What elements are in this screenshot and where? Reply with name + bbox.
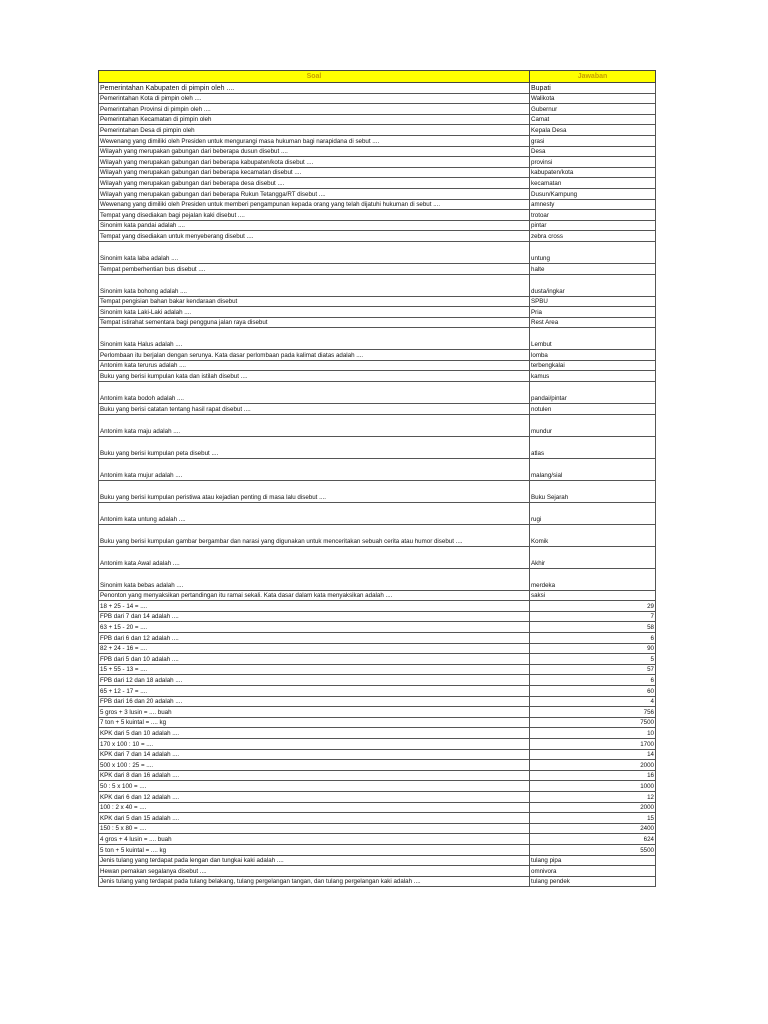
table-row (99, 146, 656, 157)
header-jawaban[interactable]: Jawaban (530, 71, 656, 83)
question-cell[interactable]: Antonim kata terurus adalah .... (99, 360, 530, 371)
question-cell[interactable]: Sinonim kata bohong adalah .... (99, 274, 530, 296)
answer-cell[interactable]: kamus (530, 371, 656, 382)
table-row (99, 480, 656, 502)
table-row (99, 241, 656, 263)
table-row (99, 307, 656, 318)
answer-cell[interactable]: notulen (530, 404, 656, 415)
question-cell[interactable]: 500 x 100 : 25 = .... (99, 760, 530, 771)
question-cell[interactable]: Pemerintahan Kota di pimpin oleh .... (99, 93, 530, 104)
answer-cell[interactable]: 29 (530, 601, 656, 612)
table-row (99, 125, 656, 136)
table-row (99, 104, 656, 115)
answer-cell[interactable]: rugi (530, 502, 656, 524)
table-row (99, 220, 656, 231)
table-row (99, 371, 656, 382)
table-row (99, 823, 656, 834)
question-cell[interactable]: 4 gros + 4 lusin = .... buah (99, 834, 530, 845)
table-row (99, 404, 656, 415)
question-cell[interactable]: 5 ton + 5 kuintal = .... kg (99, 844, 530, 855)
question-cell[interactable]: Buku yang berisi kumpulan gambar bergambar dan narasi yang digunakan untuk menceritakan sebuah cerita atau humor disebut .... (99, 524, 530, 546)
question-cell[interactable]: Wilayah yang merupakan gabungan dari beberapa dusun disebut .... (99, 146, 530, 157)
table-row (99, 414, 656, 436)
answer-cell[interactable]: 1000 (530, 781, 656, 792)
answer-cell[interactable]: Gubernur (530, 104, 656, 115)
table-row (99, 199, 656, 210)
answer-cell[interactable]: Rest Area (530, 317, 656, 328)
answer-cell[interactable]: halte (530, 263, 656, 274)
answer-cell[interactable]: provinsi (530, 157, 656, 168)
table-row (99, 458, 656, 480)
table-row (99, 813, 656, 824)
table-row (99, 114, 656, 125)
answer-cell[interactable]: amnesty (530, 199, 656, 210)
answer-cell[interactable]: tulang pendek (530, 876, 656, 887)
question-cell[interactable]: Penonton yang menyaksikan pertandingan itu ramai sekali. Kata dasar dalam kata menyaksikan adalah .... (99, 590, 530, 601)
table-row (99, 135, 656, 146)
table-row (99, 876, 656, 887)
question-cell[interactable]: KPK dari 5 dan 10 adalah .... (99, 728, 530, 739)
table-row (99, 317, 656, 328)
question-cell[interactable]: 170 x 100 : 10 = .... (99, 738, 530, 749)
question-cell[interactable]: Sinonim kata Laki-Laki adalah .... (99, 307, 530, 318)
answer-cell[interactable]: 58 (530, 622, 656, 633)
table-row (99, 664, 656, 675)
answer-cell[interactable]: Lembut (530, 328, 656, 350)
question-cell[interactable]: Buku yang berisi catatan tentang hasil rapat disebut .... (99, 404, 530, 415)
answer-cell[interactable]: lomba (530, 350, 656, 361)
answer-cell[interactable]: terbengkalai (530, 360, 656, 371)
table-row (99, 601, 656, 612)
table-row (99, 654, 656, 665)
table-row (99, 546, 656, 568)
table-row (99, 791, 656, 802)
question-cell[interactable]: Pemerintahan Desa di pimpin oleh (99, 125, 530, 136)
answer-cell[interactable]: 16 (530, 770, 656, 781)
answer-cell[interactable]: 6 (530, 633, 656, 644)
answer-cell[interactable]: omnivora (530, 866, 656, 877)
question-cell[interactable]: Buku yang berisi kumpulan peristiwa atau kejadian penting di masa lalu disebut .... (99, 480, 530, 502)
answer-cell[interactable]: SPBU (530, 296, 656, 307)
question-cell[interactable]: Tempat yang disediakan bagi pejalan kaki disebut .... (99, 210, 530, 221)
table-row (99, 274, 656, 296)
table-row (99, 686, 656, 697)
question-cell[interactable]: Wilayah yang merupakan gabungan dari beberapa kabupaten/kota disebut .... (99, 157, 530, 168)
table-row (99, 210, 656, 221)
answer-cell[interactable]: 5 (530, 654, 656, 665)
header-row (99, 71, 656, 83)
question-cell[interactable]: Jenis tulang yang terdapat pada tulang belakang, tulang pergelangan tangan, dan tulang pergelangan kaki adalah .... (99, 876, 530, 887)
answer-cell[interactable]: saksi (530, 590, 656, 601)
question-cell[interactable]: Sinonim kata laba adalah .... (99, 241, 530, 263)
table-row (99, 328, 656, 350)
table-row (99, 188, 656, 199)
answer-cell[interactable]: 2400 (530, 823, 656, 834)
answer-cell[interactable]: Desa (530, 146, 656, 157)
table-row (99, 738, 656, 749)
question-cell[interactable]: Antonim kata bodoh adalah .... (99, 382, 530, 404)
question-cell[interactable]: FPB dari 6 dan 12 adalah .... (99, 633, 530, 644)
table-row (99, 350, 656, 361)
question-cell[interactable]: 65 + 12 - 17 = .... (99, 686, 530, 697)
answer-cell[interactable]: 7500 (530, 717, 656, 728)
table-row (99, 590, 656, 601)
table-row (99, 728, 656, 739)
table-row (99, 568, 656, 590)
question-cell[interactable]: 5 gros + 3 lusin = .... buah (99, 707, 530, 718)
question-cell[interactable]: Sinonim kata Halus adalah .... (99, 328, 530, 350)
question-cell[interactable]: 82 + 24 - 16 = .... (99, 643, 530, 654)
question-cell[interactable]: FPB dari 16 dan 20 adalah .... (99, 696, 530, 707)
answer-cell[interactable]: 60 (530, 686, 656, 697)
table-row (99, 717, 656, 728)
question-cell[interactable]: 18 + 25 - 14 = .... (99, 601, 530, 612)
answer-cell[interactable]: pandai/pintar (530, 382, 656, 404)
question-cell[interactable]: FPB dari 5 dan 10 adalah .... (99, 654, 530, 665)
table-row (99, 834, 656, 845)
question-cell[interactable]: Pemerintahan Kecamatan di pimpin oleh (99, 114, 530, 125)
table-row (99, 167, 656, 178)
header-soal[interactable]: Soal (99, 71, 530, 83)
question-cell[interactable]: Antonim kata maju adalah .... (99, 414, 530, 436)
table-body (99, 83, 656, 887)
answer-cell[interactable]: Dusun/Kampung (530, 188, 656, 199)
table-row (99, 296, 656, 307)
question-cell[interactable]: Pemerintahan Kabupaten di pimpin oleh .... (99, 83, 530, 94)
question-cell[interactable]: Tempat pemberhentian bus disebut .... (99, 263, 530, 274)
answer-cell[interactable]: untung (530, 241, 656, 263)
answer-cell[interactable]: 2000 (530, 760, 656, 771)
answer-cell[interactable]: kecamatan (530, 178, 656, 189)
table-row (99, 802, 656, 813)
table-row (99, 93, 656, 104)
table-row (99, 760, 656, 771)
question-cell[interactable]: KPK dari 7 dan 14 adalah .... (99, 749, 530, 760)
question-cell[interactable]: Wilayah yang merupakan gabungan dari beberapa Rukun Tetangga/RT disebut .... (99, 188, 530, 199)
answer-cell[interactable]: zebra cross (530, 231, 656, 242)
table-row (99, 436, 656, 458)
answer-cell[interactable]: 10 (530, 728, 656, 739)
question-cell[interactable]: Wewenang yang dimiliki oleh Presiden untuk mengurangi masa hukuman bagi narapidana di sebut .... (99, 135, 530, 146)
question-cell[interactable]: 100 : 2 x 40 = .... (99, 802, 530, 813)
table-row (99, 524, 656, 546)
answer-cell[interactable]: 5500 (530, 844, 656, 855)
table-row (99, 696, 656, 707)
answer-cell[interactable]: 1700 (530, 738, 656, 749)
table-row (99, 770, 656, 781)
table-row (99, 360, 656, 371)
answer-cell[interactable]: Akhir (530, 546, 656, 568)
answer-cell[interactable]: kabupaten/kota (530, 167, 656, 178)
question-cell[interactable]: FPB dari 7 dan 14 adalah .... (99, 611, 530, 622)
question-cell[interactable]: Wewenang yang dimiliki oleh Presiden untuk memberi pengampunan kepada orang yang telah dijatuhi hukuman di sebut .... (99, 199, 530, 210)
question-cell[interactable]: 150 : 5 x 80 = .... (99, 823, 530, 834)
table-row (99, 675, 656, 686)
answer-cell[interactable]: dusta/ingkar (530, 274, 656, 296)
table-row (99, 231, 656, 242)
answer-cell[interactable]: malang/sial (530, 458, 656, 480)
question-cell[interactable]: KPK dari 6 dan 12 adalah .... (99, 791, 530, 802)
table-row (99, 382, 656, 404)
table-row (99, 502, 656, 524)
answer-cell[interactable]: Bupati (530, 83, 656, 94)
answer-cell[interactable]: Komik (530, 524, 656, 546)
question-cell[interactable]: Tempat yang disediakan untuk menyeberang disebut .... (99, 231, 530, 242)
question-cell[interactable]: Buku yang berisi kumpulan peta disebut .... (99, 436, 530, 458)
answer-cell[interactable]: 624 (530, 834, 656, 845)
answer-cell[interactable]: merdeka (530, 568, 656, 590)
answer-cell[interactable]: 57 (530, 664, 656, 675)
question-cell[interactable]: Wilayah yang merupakan gabungan dari beberapa kecamatan disebut .... (99, 167, 530, 178)
question-cell[interactable]: Tempat pengisian bahan bakar kendaraan disebut (99, 296, 530, 307)
table-row (99, 83, 656, 94)
question-cell[interactable]: KPK dari 5 dan 15 adalah .... (99, 813, 530, 824)
answer-cell[interactable]: Walikota (530, 93, 656, 104)
table-row (99, 622, 656, 633)
question-cell[interactable]: Antonim kata mujur adalah .... (99, 458, 530, 480)
question-cell[interactable]: Antonim kata Awal adalah .... (99, 546, 530, 568)
answer-cell[interactable]: 6 (530, 675, 656, 686)
table-row (99, 855, 656, 866)
question-cell[interactable]: 7 ton + 5 kuintal = .... kg (99, 717, 530, 728)
answer-cell[interactable]: 756 (530, 707, 656, 718)
answer-cell[interactable]: 4 (530, 696, 656, 707)
question-cell[interactable]: Buku yang berisi kumpulan kata dan istilah disebut .... (99, 371, 530, 382)
table-row (99, 178, 656, 189)
question-cell[interactable]: 63 + 15 - 20 = .... (99, 622, 530, 633)
answer-cell[interactable]: 2000 (530, 802, 656, 813)
question-cell[interactable]: Sinonim kata pandai adalah .... (99, 220, 530, 231)
question-cell[interactable]: 15 + 55 - 13 = .... (99, 664, 530, 675)
question-cell[interactable]: Pemerintahan Provinsi di pimpin oleh .... (99, 104, 530, 115)
question-cell[interactable]: Perlombaan itu berjalan dengan serunya. Kata dasar perlombaan pada kalimat diatas adalah .... (99, 350, 530, 361)
table-row (99, 866, 656, 877)
table-row (99, 749, 656, 760)
answer-cell[interactable]: atlas (530, 436, 656, 458)
question-cell[interactable]: Wilayah yang merupakan gabungan dari beberapa desa disebut .... (99, 178, 530, 189)
question-cell[interactable]: Antonim kata untung adalah .... (99, 502, 530, 524)
table-row (99, 781, 656, 792)
answer-cell[interactable]: trotoar (530, 210, 656, 221)
question-cell[interactable]: 50 : 5 x 100 = .... (99, 781, 530, 792)
answer-cell[interactable]: 7 (530, 611, 656, 622)
answer-key-table (98, 70, 656, 887)
answer-cell[interactable]: 12 (530, 791, 656, 802)
table-row (99, 707, 656, 718)
answer-cell[interactable]: Kepala Desa (530, 125, 656, 136)
table-row (99, 157, 656, 168)
answer-cell[interactable]: 90 (530, 643, 656, 654)
question-cell[interactable]: Tempat istirahat sementara bagi pengguna jalan raya disebut (99, 317, 530, 328)
table-row (99, 263, 656, 274)
table-row (99, 844, 656, 855)
question-cell[interactable]: FPB dari 12 dan 18 adalah .... (99, 675, 530, 686)
answer-cell[interactable]: grasi (530, 135, 656, 146)
table-row (99, 643, 656, 654)
question-cell[interactable]: Hewan pemakan segalanya disebut .... (99, 866, 530, 877)
question-cell[interactable]: KPK dari 8 dan 16 adalah .... (99, 770, 530, 781)
table-row (99, 633, 656, 644)
table-row (99, 611, 656, 622)
answer-cell[interactable]: 15 (530, 813, 656, 824)
answer-cell[interactable]: 14 (530, 749, 656, 760)
question-cell[interactable]: Sinonim kata bebas adalah .... (99, 568, 530, 590)
answer-cell[interactable]: mundur (530, 414, 656, 436)
answer-cell[interactable]: tulang pipa (530, 855, 656, 866)
answer-cell[interactable]: Camat (530, 114, 656, 125)
question-cell[interactable]: Jenis tulang yang terdapat pada lengan dan tungkai kaki adalah .... (99, 855, 530, 866)
answer-cell[interactable]: Buku Sejarah (530, 480, 656, 502)
answer-cell[interactable]: Pria (530, 307, 656, 318)
answer-cell[interactable]: pintar (530, 220, 656, 231)
